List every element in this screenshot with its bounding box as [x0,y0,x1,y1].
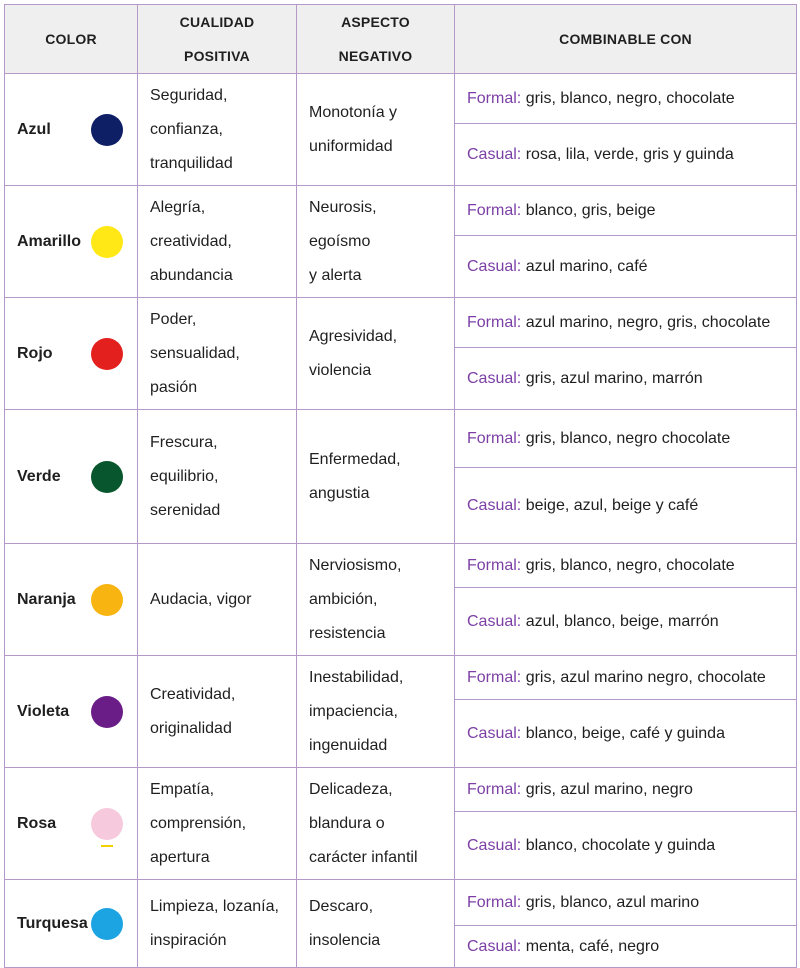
color-name-cell [5,544,138,656]
formal-cell [455,186,797,236]
negative-line: Nerviosismo, [309,556,402,574]
formal-cell [455,880,797,926]
negative-line: violencia [309,361,372,379]
negative-cell [297,768,455,880]
positive-line: pasión [150,378,198,396]
negative-cell [297,186,455,298]
negative-line: y alerta [309,266,362,284]
table-row-naranja [5,544,797,588]
positive-line: Poder, [150,310,197,328]
color-swatch [91,114,123,146]
casual-label: Casual: [467,612,522,630]
positive-line: serenidad [150,501,221,519]
casual-cell [455,588,797,656]
casual-cell [455,124,797,186]
casual-cell [455,236,797,298]
positive-cell [138,410,297,544]
color-name-cell [5,656,138,768]
positive-line: Limpieza, lozanía, [150,897,279,915]
color-swatch [91,808,123,840]
casual-value: menta, café, negro [525,937,660,955]
formal-label: Formal: [467,668,522,686]
table-body [5,74,797,968]
table-row-azul [5,74,797,124]
positive-line: comprensión, [150,814,247,832]
formal-value: gris, blanco, negro, chocolate [525,556,735,574]
color-name: Verde [17,467,61,485]
formal-value: gris, blanco, negro chocolate [525,429,731,447]
formal-label: Formal: [467,780,522,798]
positive-line: Creatividad, [150,685,236,703]
color-swatch [91,696,123,728]
positive-cell [138,880,297,968]
positive-line: Seguridad, [150,86,228,104]
negative-line: Enfermedad, [309,450,401,468]
formal-cell [455,298,797,348]
positive-line: inspiración [150,931,227,949]
casual-label: Casual: [467,257,522,275]
formal-label: Formal: [467,89,522,107]
color-swatch [91,908,123,940]
formal-cell [455,768,797,812]
positive-line: Alegría, [150,198,206,216]
formal-value: blanco, gris, beige [525,201,656,219]
positive-cell [138,74,297,186]
formal-label: Formal: [467,201,522,219]
header-positive: CUALIDAD POSITIVA [138,5,297,74]
negative-line: carácter infantil [309,848,418,866]
header-combinable: COMBINABLE CON [455,5,797,74]
color-name-cell [5,74,138,186]
negative-line: Monotonía y [309,103,398,121]
formal-label: Formal: [467,313,522,331]
formal-value: azul marino, negro, gris, chocolate [525,313,771,331]
color-swatch [91,338,123,370]
formal-cell [455,544,797,588]
casual-label: Casual: [467,937,522,955]
positive-line: Frescura, [150,433,218,451]
negative-line: blandura o [309,814,385,832]
casual-value: azul, blanco, beige, marrón [525,612,719,630]
formal-value: gris, azul marino, negro [525,780,693,798]
casual-cell [455,812,797,880]
negative-line: Descaro, [309,897,374,915]
decorative-dash [101,845,113,847]
color-name: Turquesa [17,914,88,932]
color-name-cell [5,298,138,410]
positive-line: Audacia, vigor [150,590,252,608]
casual-value: blanco, chocolate y guinda [525,836,716,854]
color-name-cell [5,880,138,968]
color-name-cell [5,768,138,880]
color-swatch [91,226,123,258]
positive-line: originalidad [150,719,232,737]
positive-cell [138,544,297,656]
negative-line: Delicadeza, [309,780,393,798]
positive-cell [138,768,297,880]
positive-line: Empatía, [150,780,215,798]
casual-value: azul marino, café [525,257,648,275]
header-negative: ASPECTO NEGATIVO [297,5,455,74]
casual-value: gris, azul marino, marrón [525,369,703,387]
positive-cell [138,656,297,768]
formal-label: Formal: [467,556,522,574]
color-name-cell [5,186,138,298]
positive-line: confianza, [150,120,223,138]
casual-label: Casual: [467,496,522,514]
formal-cell [455,410,797,468]
positive-line: sensualidad, [150,344,240,362]
negative-cell [297,544,455,656]
formal-label: Formal: [467,893,522,911]
header-color: COLOR [5,5,138,74]
casual-cell [455,926,797,968]
color-name: Amarillo [17,232,82,250]
positive-line: tranquilidad [150,154,233,172]
negative-cell [297,298,455,410]
negative-line: ambición, [309,590,378,608]
table-row-verde [5,410,797,468]
negative-line: ingenuidad [309,736,388,754]
negative-line: Inestabilidad, [309,668,404,686]
negative-cell [297,74,455,186]
color-name: Naranja [17,590,76,608]
negative-line: uniformidad [309,137,393,155]
positive-line: apertura [150,848,210,866]
positive-line: abundancia [150,266,233,284]
casual-label: Casual: [467,724,522,742]
positive-line: equilibrio, [150,467,219,485]
formal-value: gris, azul marino negro, chocolate [525,668,766,686]
formal-value: gris, blanco, azul marino [525,893,700,911]
color-name: Rojo [17,344,53,362]
formal-cell [455,74,797,124]
negative-line: Neurosis, egoísmo [309,198,377,250]
table-row-violeta [5,656,797,700]
color-swatch [91,461,123,493]
negative-line: resistencia [309,624,386,642]
formal-label: Formal: [467,429,522,447]
negative-cell [297,880,455,968]
positive-line: creatividad, [150,232,232,250]
casual-cell [455,348,797,410]
color-name: Violeta [17,702,70,720]
formal-value: gris, blanco, negro, chocolate [525,89,735,107]
casual-value: blanco, beige, café y guinda [525,724,725,742]
negative-line: Agresividad, [309,327,398,345]
header-row [5,5,797,74]
table-row-rojo [5,298,797,348]
positive-cell [138,186,297,298]
table-row-turquesa [5,880,797,926]
casual-cell [455,700,797,768]
casual-label: Casual: [467,369,522,387]
casual-label: Casual: [467,145,522,163]
formal-cell [455,656,797,700]
casual-cell [455,468,797,544]
color-name: Rosa [17,814,57,832]
negative-line: angustia [309,484,370,502]
negative-cell [297,656,455,768]
negative-line: impaciencia, [309,702,398,720]
casual-value: beige, azul, beige y café [525,496,699,514]
negative-line: insolencia [309,931,381,949]
casual-value: rosa, lila, verde, gris y guinda [525,145,734,163]
table-row-amarillo [5,186,797,236]
color-name: Azul [17,120,51,138]
casual-label: Casual: [467,836,522,854]
color-swatch [91,584,123,616]
positive-cell [138,298,297,410]
table-row-rosa [5,768,797,812]
negative-cell [297,410,455,544]
color-name-cell [5,410,138,544]
color-table [4,4,797,968]
